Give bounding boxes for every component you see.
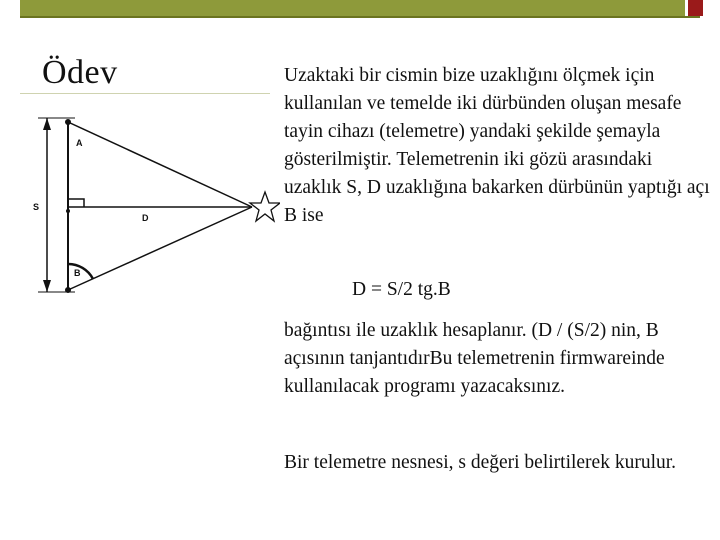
telemeter-diagram <box>20 96 280 326</box>
top-accent-bar <box>20 0 700 16</box>
paragraph-construction: Bir telemetre nesnesi, s değeri belirtilerek kurulur. <box>284 452 677 473</box>
label-a: A <box>76 138 83 148</box>
paragraph-intro: Uzaktaki bir cismin bize uzaklığını ölçmek için kullanılan ve temelde iki dürbünden oluşan mesafe tayin cihazı (telemetre) yandaki şekilde şemayla gösterilmiştir. Telemetrenin iki gözü arasındaki uzaklık S, D uzaklığına bakarken dürbünün yaptığı açı B ise <box>284 65 710 226</box>
label-d: D <box>142 213 149 223</box>
corner-accent <box>685 0 703 16</box>
paragraph-explanation: bağıntısı ile uzaklık hesaplanır. (D / (S/2) nin, B açısının tanjantıdırBu telemetrenin firmwareinde kullanılacak programı yazacaksınız. <box>284 320 665 397</box>
label-s: S <box>33 202 40 212</box>
label-b: B <box>74 268 81 278</box>
title-divider <box>20 93 270 94</box>
formula: D = S/2 tg.B <box>352 279 451 300</box>
point-center <box>66 209 70 213</box>
slide-title: Ödev <box>42 54 118 91</box>
